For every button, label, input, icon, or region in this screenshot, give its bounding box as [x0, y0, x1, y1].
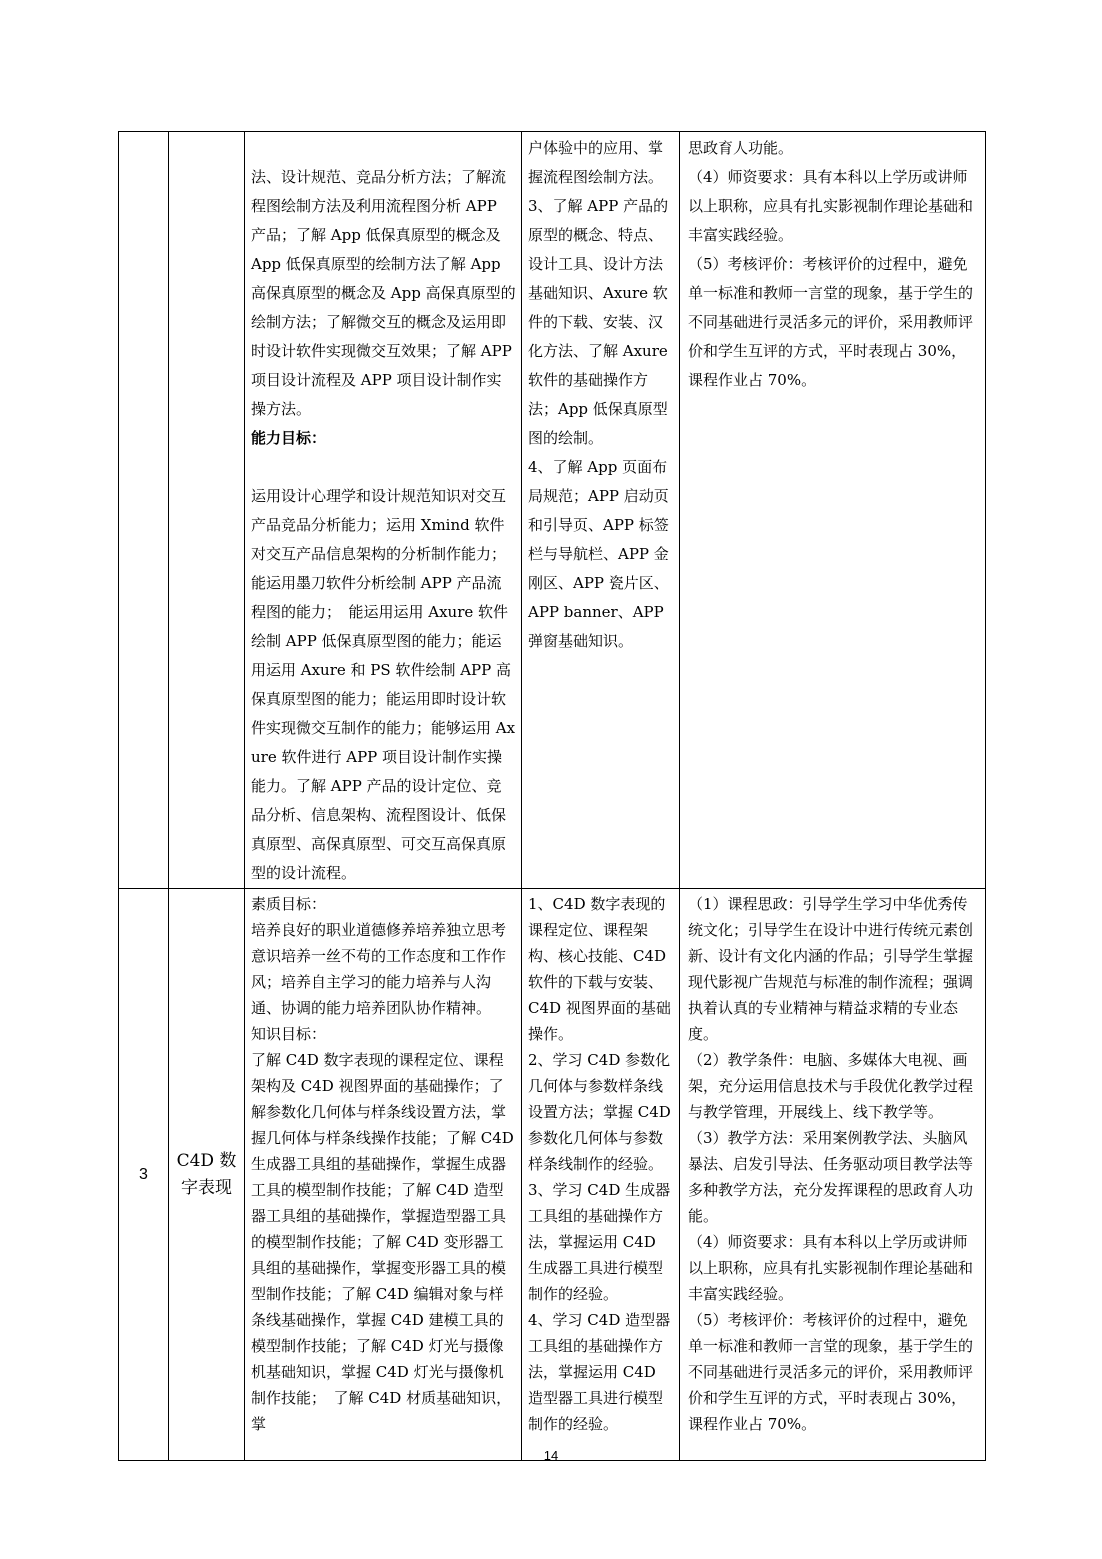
- objectives-text: 运用设计心理学和设计规范知识对交互产品竞品分析能力；运用 Xmind 软件对交互产品信息架构的分析制作能力；能运用墨刀软件分析绘制 APP 产品流程图的能力； 能运用运用 Axure 软件绘制 APP 低保真原型图的能力；能运用运用 Axure 和 PS 软件绘制 APP 高保真原型图的能力；能运用即时设计软件实现微交互制作的能力；能够运用 Axure 软件进行 APP 项目设计制作实操能力。了解 APP 产品的设计定位、竞品分析、信息架构、流程图设计、低保真原型、高保真原型、可交互高保真原型的设计流程。: [251, 487, 516, 882]
- requirements-cell: 思政育人功能。 （4）师资要求：具有本科以上学历或讲师以上职称，应具有扎实影视制作理论基础和丰富实践经验。 （5）考核评价：考核评价的过程中，避免单一标准和教师一言堂的现象，基于学生的不同基础进行灵活多元的评价，采用教师评价和学生互评的方式，平时表现占 30%，课程作业占 70%。: [680, 132, 986, 889]
- course-name-cell: [169, 889, 245, 1461]
- content-cell: 1、C4D 数字表现的课程定位、课程架构、核心技能、C4D 软件的下载与安装、C4D 视图界面的基础操作。 2、学习 C4D 参数化几何体与参数样条线设置方法；掌握 C4D 参数化几何体与参数样条线制作的经验。 3、学习 C4D 生成器工具组的基础操作方法，掌握运用 C4D 生成器工具进行模型制作的经验。 4、学习 C4D 造型器工具组的基础操作方法，掌握运用 C4D 造型器工具进行模型制作的经验。: [522, 889, 680, 1461]
- content-cell: 户体验中的应用、掌握流程图绘制方法。 3、了解 APP 产品的原型的概念、特点、设计工具、设计方法基础知识、Axure 软件的下载、安装、汉化方法、了解 Axure 软件的基础操作方法；App 低保真原型图的绘制。 4、了解 App 页面布局规范；APP 启动页和引导页、APP 标签栏与导航栏、APP 金刚区、APP 瓷片区、APP banner、APP 弹窗基础知识。: [522, 132, 680, 889]
- curriculum-table: [118, 131, 986, 1461]
- page-number: 14: [543, 1448, 559, 1463]
- row-number-cell: [119, 132, 169, 889]
- objectives-cell: 素质目标： 培养良好的职业道德修养培养独立思考意识培养一丝不苟的工作态度和工作作风；培养自主学习的能力培养与人沟通、协调的能力培养团队协作精神。 知识目标： 了解 C4D 数字表现的课程定位、课程架构及 C4D 视图界面的基础操作；了解参数化几何体与样条线设置方法，掌握几何体与样条线操作技能；了解 C4D 生成器工具组的基础操作，掌握生成器工具的模型制作技能；了解 C4D 造型器工具组的基础操作，掌握造型器工具的模型制作技能；了解 C4D 变形器工具组的基础操作，掌握变形器工具的模型制作技能；了解 C4D 编辑对象与样条线基础操作，掌握 C4D 建模工具的模型制作技能；了解 C4D 灯光与摄像机基础知识，掌握 C4D 灯光与摄像机制作技能； 了解 C4D 材质基础知识，掌: [245, 889, 522, 1461]
- table-row: [119, 132, 986, 889]
- ability-goal-heading: 能力目标：: [251, 429, 327, 447]
- course-name: C4D 数字表现: [176, 1150, 237, 1198]
- table-row: [119, 889, 986, 1461]
- row-number-cell: 3: [119, 889, 169, 1461]
- objectives-text: 法、设计规范、竞品分析方法；了解流程图绘制方法及利用流程图分析 APP 产品；了解 App 低保真原型的概念及 App 低保真原型的绘制方法了解 App 高保真原型的概念及 App 高保真原型的绘制方法；了解微交互的概念及运用即时设计软件实现微交互效果；了解 APP 项目设计流程及 APP 项目设计制作实操方法。: [251, 168, 516, 418]
- course-name-cell: [169, 132, 245, 889]
- requirements-cell: （1）课程思政：引导学生学习中华优秀传统文化；引导学生在设计中进行传统元素创新、设计有文化内涵的作品；引导学生掌握现代影视广告规范与标准的制作流程；强调执着认真的专业精神与精益求精的专业态度。 （2）教学条件：电脑、多媒体大电视、画架，充分运用信息技术与手段优化教学过程与教学管理，开展线上、线下教学等。 （3）教学方法：采用案例教学法、头脑风暴法、启发引导法、任务驱动项目教学法等多种教学方法，充分发挥课程的思政育人功能。 （4）师资要求：具有本科以上学历或讲师以上职称，应具有扎实影视制作理论基础和丰富实践经验。 （5）考核评价：考核评价的过程中，避免单一标准和教师一言堂的现象，基于学生的不同基础进行灵活多元的评价，采用教师评价和学生互评的方式，平时表现占 30%，课程作业占 70%。: [680, 889, 986, 1461]
- objectives-cell: [245, 132, 522, 889]
